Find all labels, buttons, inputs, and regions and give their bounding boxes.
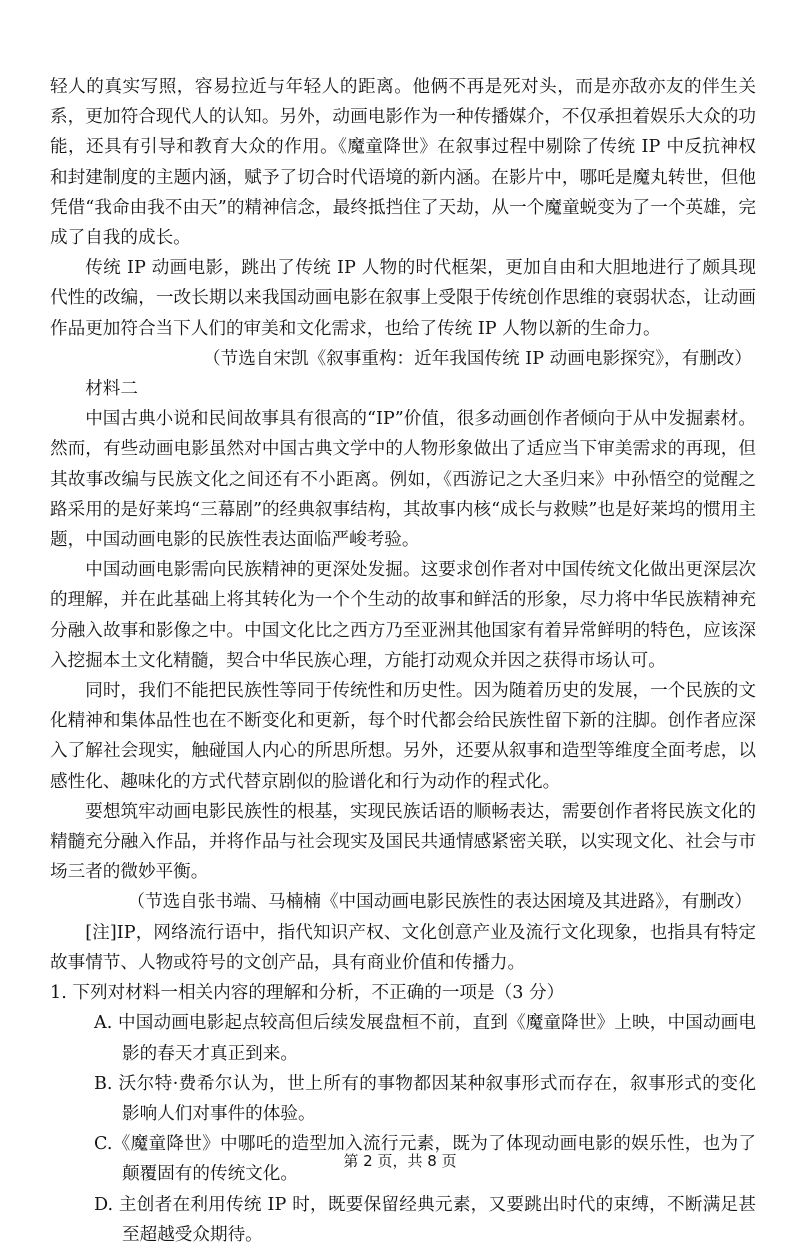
question-1-option-b: B. 沃尔特·费希尔认为，世上所有的事物都因某种叙事形式而存在，叙事形式的变化影响人们对事件的体验。 bbox=[94, 1073, 756, 1124]
question-1-option-c: C.《魔童降世》中哪吒的造型加入流行元素，既为了体现动画电影的娱乐性，也为了颠覆固有的传统文化。 bbox=[94, 1134, 756, 1185]
question-1-option-a: A. 中国动画电影起点较高但后续发展盘桓不前，直到《魔童降世》上映，中国动画电影的春天才真正到来。 bbox=[94, 1013, 756, 1064]
question-1-stem: 1. 下列对材料一相关内容的理解和分析，不正确的一项是（3 分） bbox=[50, 983, 565, 1004]
material2-heading: 材料二 bbox=[85, 379, 138, 400]
material2-paragraph-4: 要想筑牢动画电影民族性的根基，实现民族话语的顺畅表达，需要创作者将民族文化的精髓充分融入作品，并将作品与社会现实及国民共通情感紧密关联，以实现文化、社会与市场三者的微妙平衡。 bbox=[50, 801, 756, 883]
material1-source: （节选自宋凯《叙事重构：近年我国传统 IP 动画电影探究》，有删改） bbox=[203, 348, 752, 369]
material2-paragraph-1: 中国古典小说和民间故事具有很高的“IP”价值，很多动画创作者倾向于从中发掘素材。然而，有些动画电影虽然对中国古典文学中的人物形象做出了适应当下审美需求的再现，但其故事改编与民族文化之间还有不小距离。例如，《西游记之大圣归来》中孙悟空的觉醒之路采用的是好莱坞“三幕剧”的经典叙事结构，其故事内核“成长与救赎”也是好莱坞的惯用主题，中国动画电影的民族性表达面临严峻考验。 bbox=[50, 409, 756, 551]
material2-source: （节选自张书端、马楠楠《中国动画电影民族性的表达困境及其进路》，有删改） bbox=[127, 892, 752, 913]
material2-paragraph-2: 中国动画电影需向民族精神的更深处发掘。这要求创作者对中国传统文化做出更深层次的理解，并在此基础上将其转化为一个个生动的故事和鲜活的形象，尽力将中华民族精神充分融入故事和影像之中。中国文化比之西方乃至亚洲其他国家有着异常鲜明的特色，应该深入挖掘本土文化精髓，契合中华民族心理，方能打动观众并因之获得市场认可。 bbox=[50, 560, 756, 671]
material2-paragraph-3: 同时，我们不能把民族性等同于传统性和历史性。因为随着历史的发展，一个民族的文化精神和集体品性也在不断变化和更新，每个时代都会给民族性留下新的注脚。创作者应深入了解社会现实，触碰国人内心的所思所想。另外，还要从叙事和造型等维度全面考虑，以感性化、趣味化的方式代替京剧似的脸谱化和行为动作的程式化。 bbox=[50, 681, 756, 792]
material1-paragraph-conclusion: 传统 IP 动画电影，跳出了传统 IP 人物的时代框架，更加自由和大胆地进行了颇具现代性的改编，一改长期以来我国动画电影在叙事上受限于传统创作思维的衰弱状态，让动画作品更加符合当下人们的审美和文化需求，也给了传统 IP 人物以新的生命力。 bbox=[50, 258, 756, 339]
material1-paragraph-continued: 轻人的真实写照，容易拉近与年轻人的距离。他俩不再是死对头，而是亦敌亦友的伴生关系，更加符合现代人的认知。另外，动画电影作为一种传播媒介，不仅承担着娱乐大众的功能，还具有引导和教育大众的作用。《魔童降世》在叙事过程中剔除了传统 IP 中反抗神权和封建制度的主题内涵，赋予了切合时代语境的新内涵。在影片中，哪吒是魔丸转世，但他凭借“我命由我不由天”的精神信念，最终抵挡住了天劫，从一个魔童蜕变为了一个英雄，完成了自我的成长。 bbox=[50, 77, 756, 249]
question-1-option-d: D. 主创者在利用传统 IP 时，既要保留经典元素，又要跳出时代的束缚，不断满足甚至超越受众期待。 bbox=[94, 1194, 756, 1245]
page-number: 第 2 页，共 8 页 bbox=[343, 1152, 457, 1170]
material2-note: [注]IP，网络流行语中，指代知识产权、文化创意产业及流行文化现象，也指具有特定故事情节、人物或符号的文创产品，具有商业价值和传播力。 bbox=[50, 922, 756, 973]
